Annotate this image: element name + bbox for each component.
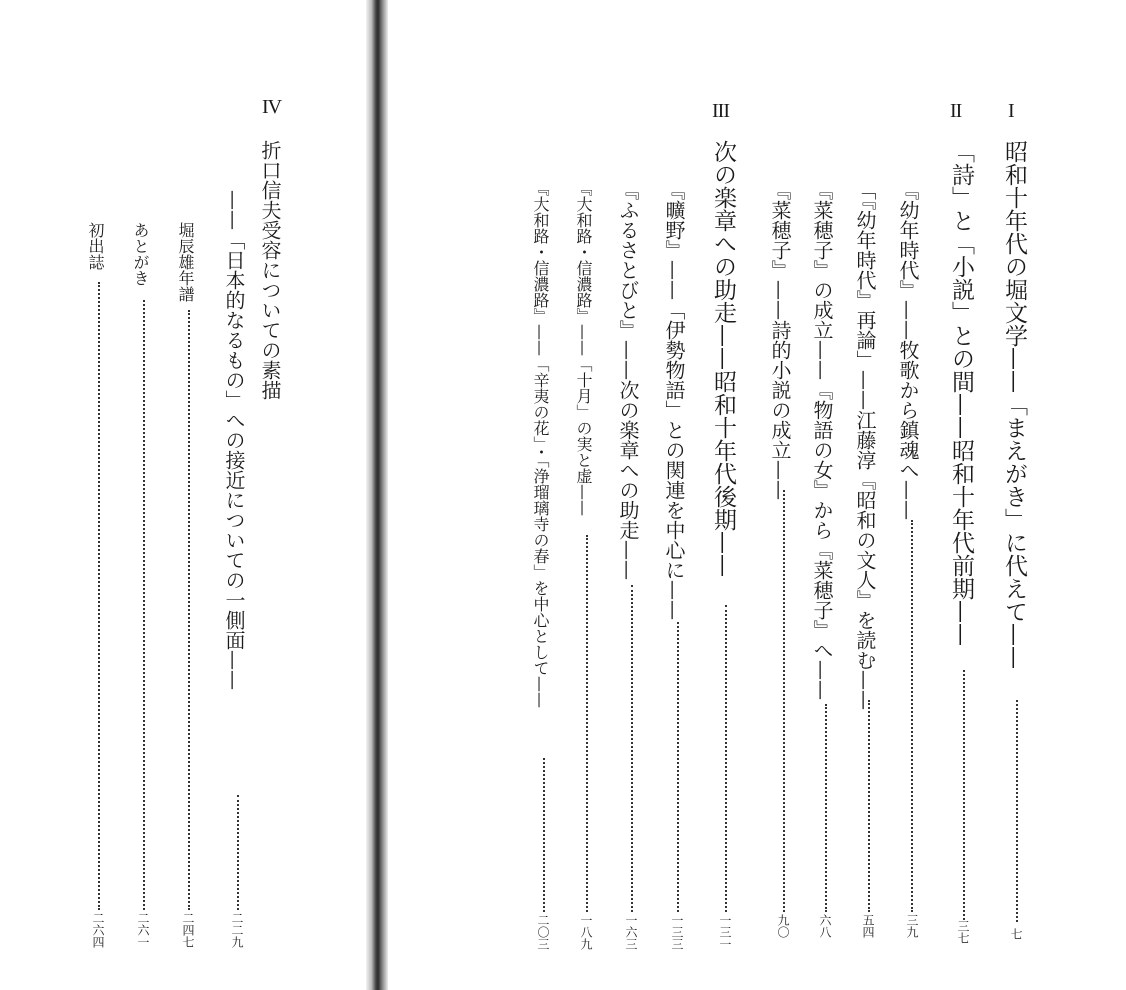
toc-entry-page: 三七 [956, 920, 970, 944]
leader-dots [825, 704, 827, 912]
leader-dots [677, 622, 679, 912]
toc-entry-page: 七 [1009, 928, 1023, 940]
toc-entry-page: 二六一 [136, 912, 150, 948]
toc-entry-title: 昭和十年代の堀文学——「まえがき」に代えて—— [1001, 140, 1027, 669]
leader-dots [631, 585, 633, 912]
toc-entry-title: 初出誌 [86, 222, 105, 270]
part-heading-III: III [712, 100, 729, 122]
toc-entry-page: 三九 [905, 914, 919, 938]
toc-entry-title: 『大和路・信濃路』——「十月」の実と虚—— [574, 180, 593, 516]
toc-entry-title: 折口信夫受容についての素描 [258, 140, 282, 400]
toc-entry-page: 二〇三 [536, 914, 550, 950]
leader-dots [963, 670, 965, 920]
toc-entry-title: 堀辰雄年譜 [176, 222, 195, 302]
leader-dots [725, 605, 727, 912]
toc-entry-title: 『菜穂子』——詩的小説の成立—— [768, 180, 792, 500]
leader-dots [143, 300, 145, 910]
toc-entry-page: 二六四 [91, 912, 105, 948]
toc-entry-title: あとがき [131, 222, 150, 286]
toc-entry-page: 二二九 [230, 912, 244, 948]
leader-dots [868, 700, 870, 912]
leader-dots [98, 282, 100, 910]
toc-entry-page: 一三一 [718, 914, 732, 950]
part-heading-I: I [1008, 100, 1014, 122]
toc-entry-title: 『菜穂子』の成立——『物語の女』から『菜穂子』へ—— [810, 180, 834, 700]
toc-entry-title: 『大和路・信濃路』——「辛夷の花」・「浄瑠璃寺の春」を中心として—— [531, 180, 550, 708]
toc-entry-page: 二四七 [181, 912, 195, 948]
leader-dots [586, 535, 588, 912]
leader-dots [783, 490, 785, 912]
toc-entry-title: 「詩」と「小説」との間——昭和十年代前期—— [948, 140, 974, 646]
leader-dots [911, 520, 913, 912]
toc-entry-page: 一六三 [624, 914, 638, 950]
toc-entry-subtitle: ——「日本的なるもの」への接近についての一側面—— [222, 190, 246, 690]
toc-entry-page: 一八九 [579, 914, 593, 950]
leader-dots [1016, 700, 1018, 922]
toc-entry-page: 六八 [818, 914, 832, 938]
toc-entry-title: 次の楽章への助走——昭和十年代後期—— [710, 140, 736, 577]
toc-entry-title: 『幼年時代』——牧歌から鎮魂へ—— [896, 180, 920, 520]
part-heading-IV: IV [262, 96, 282, 118]
toc-entry-title: 『曠野』——「伊勢物語」との関連を中心に—— [662, 180, 686, 620]
leader-dots [188, 310, 190, 910]
leader-dots [543, 758, 545, 912]
book-spine-gutter [366, 0, 388, 990]
toc-entry-page: 五四 [861, 914, 875, 938]
toc-entry-page: 九〇 [776, 914, 790, 938]
toc-entry-title: 『ふるさとびと』——次の楽章への助走—— [616, 180, 640, 580]
leader-dots [237, 795, 239, 910]
toc-entry-page: 一三三 [670, 914, 684, 950]
part-heading-II: II [950, 100, 962, 122]
toc-entry-title: 「『幼年時代』再論」——江藤淳『昭和の文人』を読む—— [853, 180, 877, 710]
